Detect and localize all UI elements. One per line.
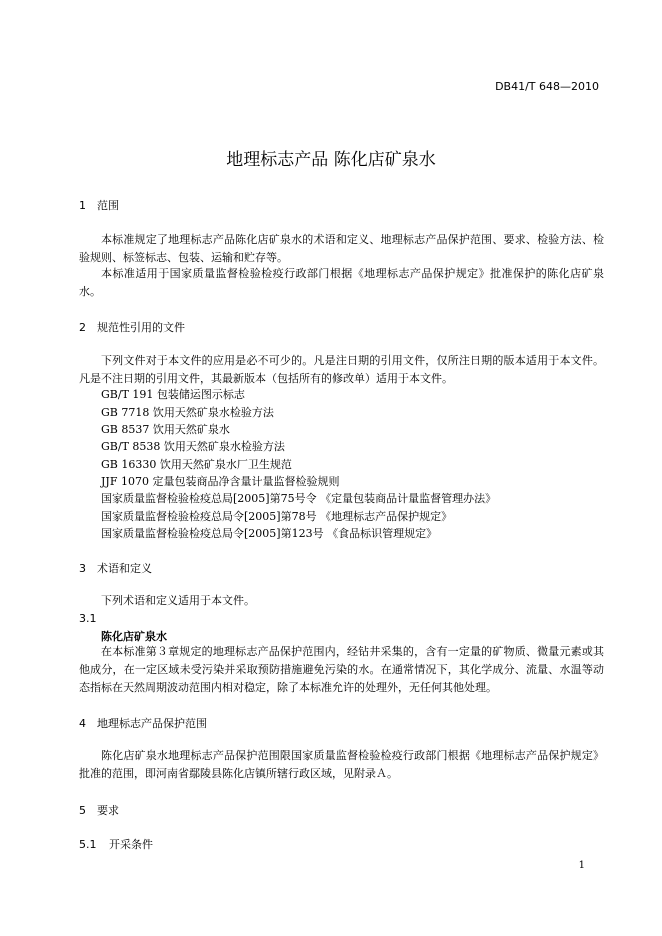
- section-title: 规范性引用的文件: [97, 321, 185, 334]
- term-name: 陈化店矿泉水: [101, 630, 167, 643]
- section-1-paragraph-1: 本标准规定了地理标志产品陈化店矿泉水的术语和定义、地理标志产品保护范围、要求、检验方法、检验规则、标签标志、包装、运输和贮存等。: [79, 233, 604, 264]
- section-2-paragraph-1: 下列文件对于本文件的应用是必不可少的。凡是注日期的引用文件，仅所注日期的版本适用于本文件。凡是不注日期的引用文件，其最新版本（包括所有的修改单）适用于本文件。: [79, 354, 604, 385]
- term-definition: 在本标准第３章规定的地理标志产品保护范围内，经钻井采集的，含有一定量的矿物质、微量元素或其他成分，在一定区域未受污染并采取预防措施避免污染的水。在通常情况下，其化学成分、流量、水温等动态指标在天然周期波动范围内相对稳定，除了本标准允许的处理外，无任何其他处理。: [79, 645, 604, 694]
- page-number: 1: [578, 860, 585, 871]
- section-title: 地理标志产品保护范围: [97, 717, 207, 730]
- section-1-paragraph-2: 本标准适用于国家质量监督检验检疫行政部门根据《地理标志产品保护规定》批准保护的陈化店矿泉水。: [79, 267, 604, 298]
- standard-id: DB41/T 648—2010: [495, 80, 599, 93]
- section-1-heading: [79, 197, 119, 213]
- section-3-heading: [79, 560, 152, 576]
- section-4-heading: [79, 715, 207, 731]
- section-3-paragraph-1: 下列术语和定义适用于本文件。: [101, 594, 255, 607]
- reference-item: JJF 1070 定量包装商品净含量计量监督检验规则: [101, 475, 340, 488]
- section-title: 范围: [97, 199, 119, 212]
- section-5-heading: [79, 802, 119, 818]
- section-number: 1: [79, 199, 86, 212]
- document-title: 地理标志产品 陈化店矿泉水: [226, 150, 436, 170]
- reference-item: GB/T 8538 饮用天然矿泉水检验方法: [101, 440, 285, 453]
- section-title: 要求: [97, 804, 119, 817]
- reference-item: 国家质量监督检验检疫总局令[2005]第123号 《食品标识管理规定》: [101, 527, 438, 540]
- section-4-paragraph-1: 陈化店矿泉水地理标志产品保护范围限国家质量监督检验检疫行政部门根据《地理标志产品保护规定》批准的范围，即河南省鄢陵县陈化店镇所辖行政区域，见附录Ａ。: [79, 749, 604, 780]
- term-number: 3.1: [79, 612, 97, 625]
- section-2-heading: [79, 319, 185, 335]
- reference-item: GB 7718 饮用天然矿泉水检验方法: [101, 406, 274, 419]
- section-title: 术语和定义: [97, 562, 152, 575]
- subsection-title: 开采条件: [109, 838, 153, 851]
- reference-item: GB 8537 饮用天然矿泉水: [101, 423, 230, 436]
- reference-item: 国家质量监督检验检疫总局令[2005]第78号 《地理标志产品保护规定》: [101, 510, 453, 523]
- section-number: 5: [79, 804, 86, 817]
- reference-item: GB 16330 饮用天然矿泉水厂卫生规范: [101, 458, 292, 471]
- section-number: 4: [79, 717, 86, 730]
- section-number: 3: [79, 562, 86, 575]
- subsection-number: 5.1: [79, 838, 97, 851]
- section-number: 2: [79, 321, 86, 334]
- reference-item: 国家质量监督检验检疫总局[2005]第75号令 《定量包装商品计量监督管理办法》: [101, 492, 497, 505]
- subsection-5-1-heading: [79, 836, 153, 852]
- reference-item: GB/T 191 包装储运图示标志: [101, 388, 245, 401]
